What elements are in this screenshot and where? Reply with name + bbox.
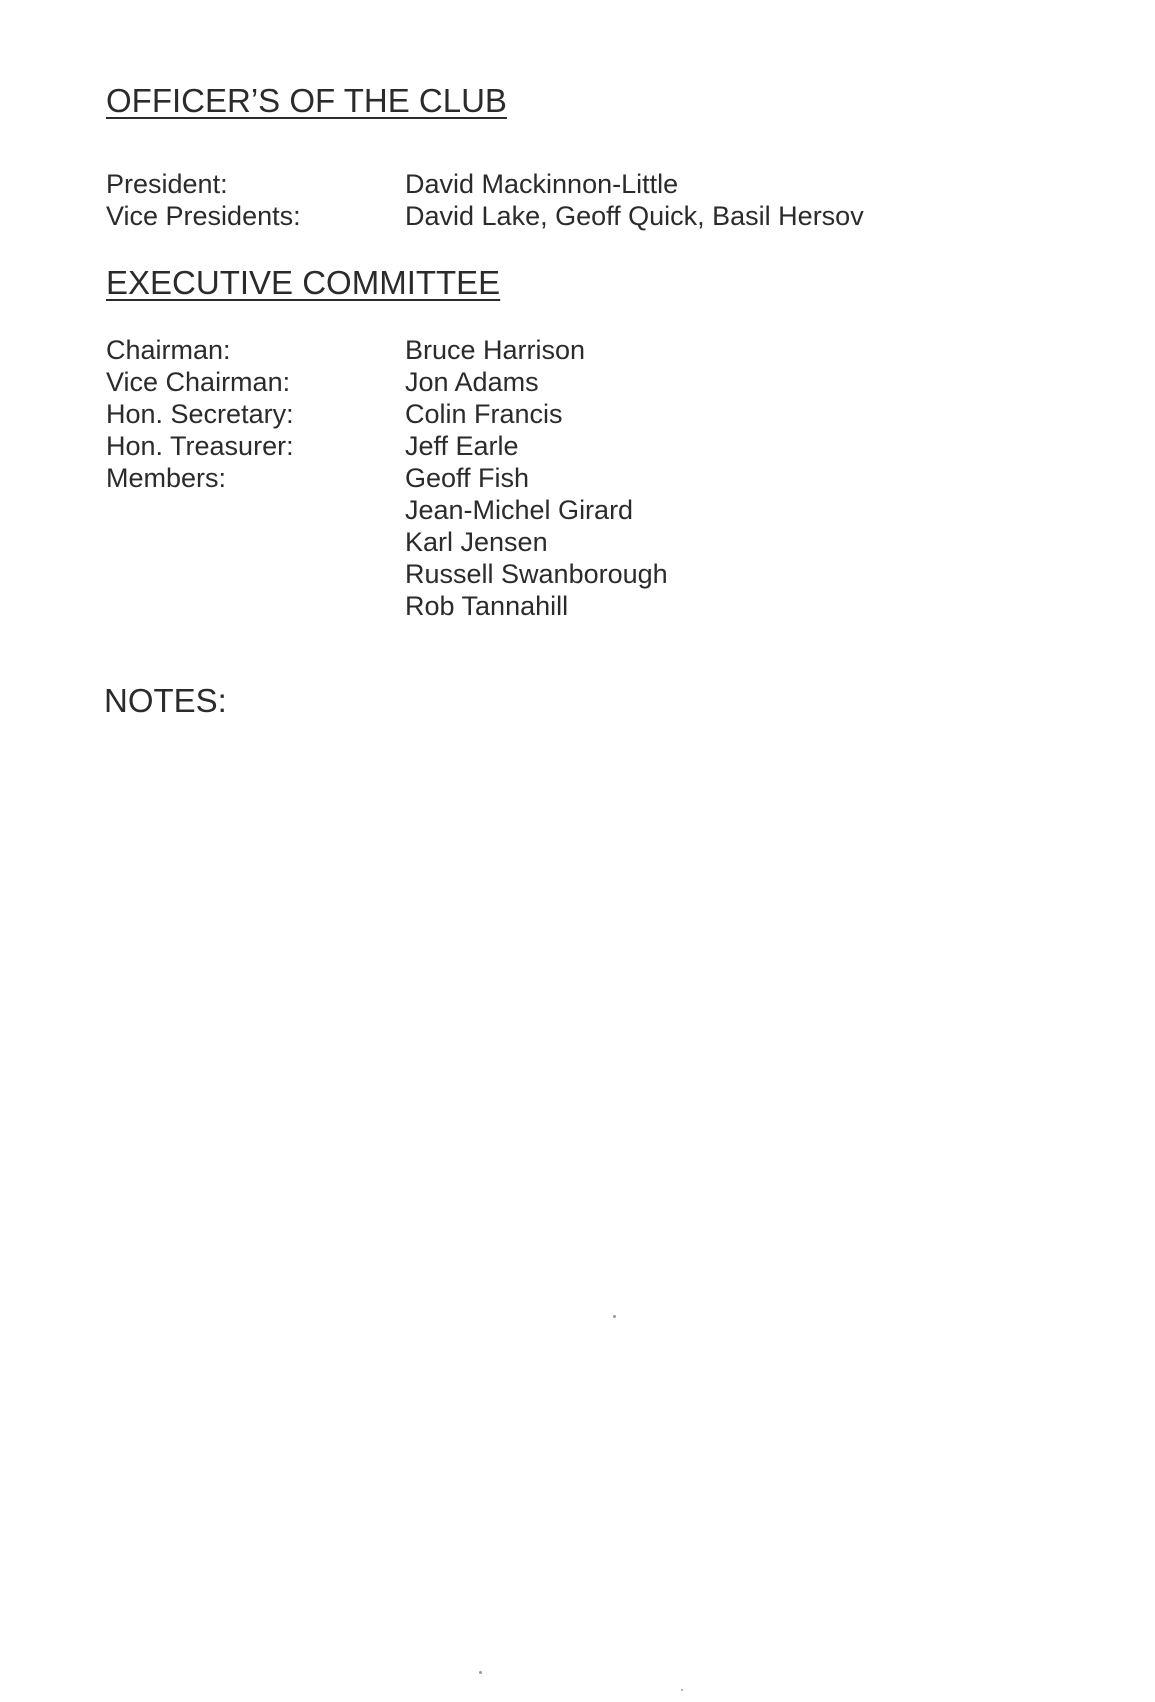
committee-row-member [106,494,1006,526]
officer-row-vice-presidents [106,200,1006,232]
committee-value: Russell Swanborough [405,559,668,589]
committee-row-secretary [106,398,1006,430]
committee-value: Rob Tannahill [405,591,569,621]
officer-row-president [106,168,1006,200]
committee-row-member [106,590,1006,622]
officer-value: David Mackinnon-Little [405,169,679,199]
scan-speck [613,1315,616,1318]
committee-label: Hon. Treasurer: [106,431,294,461]
committee-label: Vice Chairman: [106,367,291,397]
committee-value: Jeff Earle [405,431,519,461]
officer-value: David Lake, Geoff Quick, Basil Hersov [405,201,864,231]
committee-value: Jon Adams [405,367,539,397]
committee-row-chairman [106,334,1006,366]
scan-speck [479,1671,482,1674]
committee-row-vice-chairman [106,366,1006,398]
officer-label: President: [106,169,228,199]
committee-row-treasurer [106,430,1006,462]
committee-label: Hon. Secretary: [106,399,294,429]
committee-row-member [106,526,1006,558]
notes-label: NOTES: [104,682,227,719]
committee-value: Colin Francis [405,399,563,429]
officers-heading: OFFICER’S OF THE CLUB [106,82,507,119]
committee-value: Jean-Michel Girard [405,495,634,525]
executive-heading: EXECUTIVE COMMITTEE [106,264,501,301]
scan-speck [681,1689,683,1691]
committee-value: Geoff Fish [405,463,530,493]
committee-value: Bruce Harrison [405,335,586,365]
committee-label: Members: [106,463,227,493]
committee-row-members [106,462,1006,494]
officer-label: Vice Presidents: [106,201,301,231]
committee-value: Karl Jensen [405,527,548,557]
committee-row-member [106,558,1006,590]
committee-label: Chairman: [106,335,231,365]
